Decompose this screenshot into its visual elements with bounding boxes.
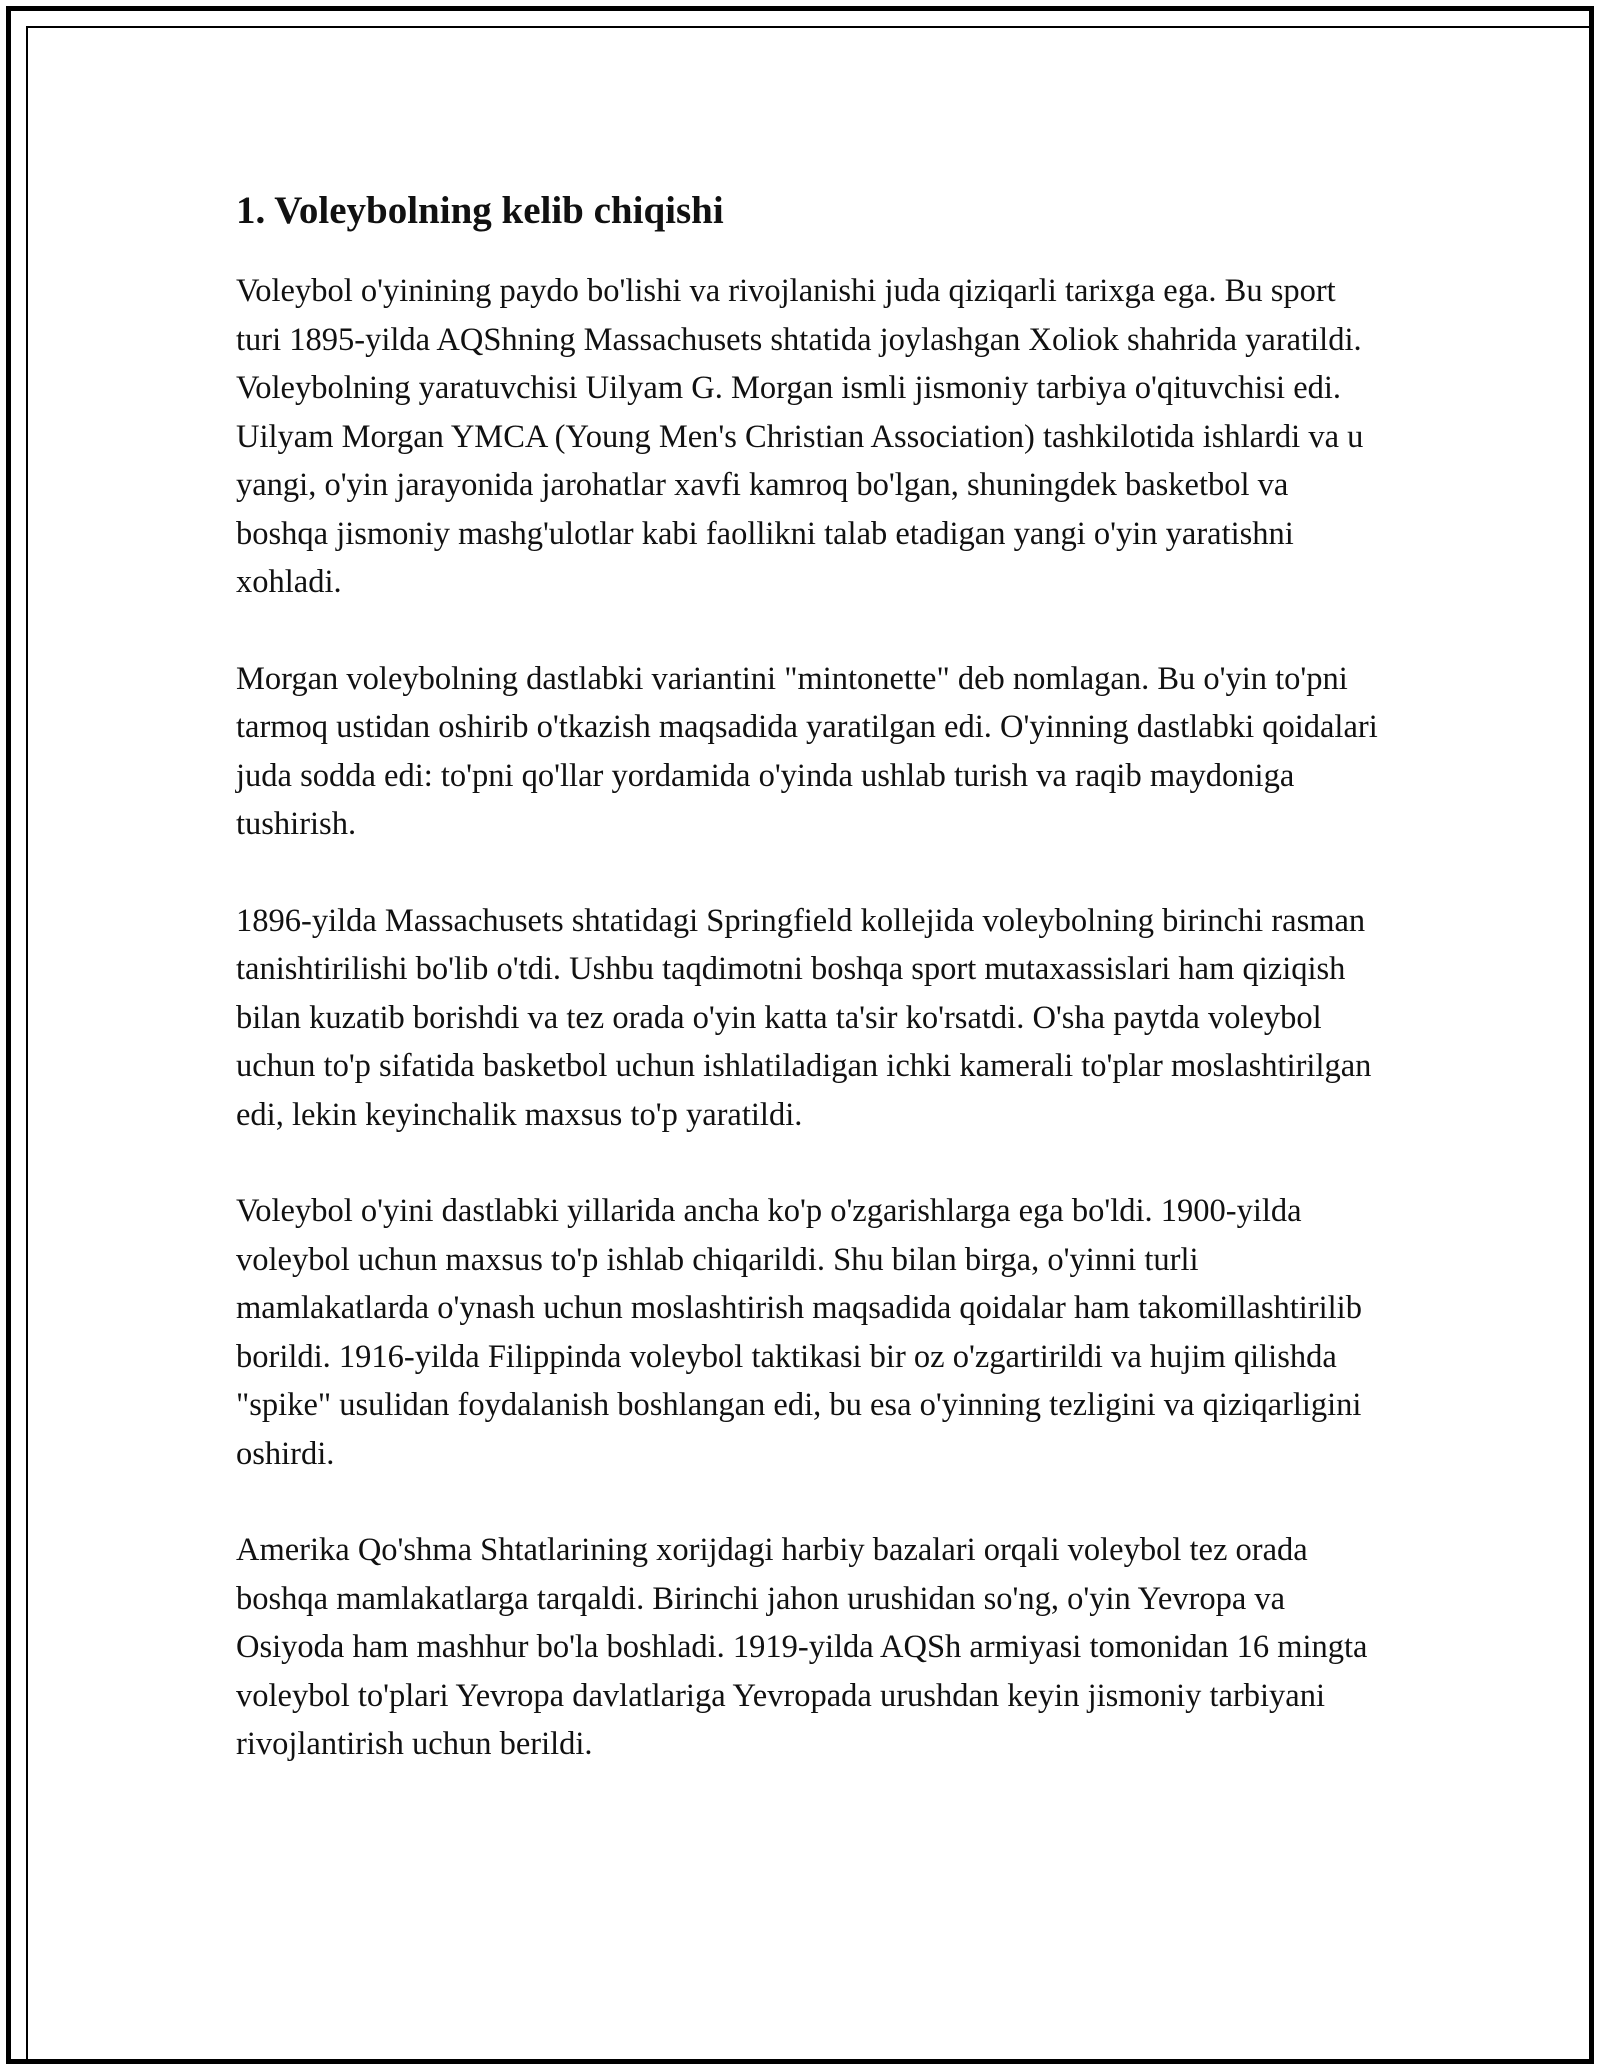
- document-body: [236, 185, 1386, 1817]
- paragraph-5: Amerika Qo'shma Shtatlarining xorijdagi harbiy bazalari orqali voleybol tez orada boshqa mamlakatlarga tarqaldi. Birinchi jahon urushidan so'ng, o'yin Yevropa va Osiyoda ham mashhur bo'la boshladi. 1919-yilda AQSh armiyasi tomonidan 16 mingta voleybol to'plari Yevropa davlatlariga Yevropada urushdan keyin jismoniy tarbiyani rivojlantirish uchun berildi.: [236, 1532, 1368, 1762]
- paragraph-2: Morgan voleybolning dastlabki variantini "mintonette" deb nomlagan. Bu o'yin to'pni tarmoq ustidan oshirib o'tkazish maqsadida yaratilgan edi. O'yinning dastlabki qoidalari juda sodda edi: to'pni qo'llar yordamida o'yinda ushlab turish va raqib maydoniga tushirish.: [236, 660, 1378, 842]
- paragraph-3: 1896-yilda Massachusets shtatidagi Springfield kollejida voleybolning birinchi rasman tanishtirilishi bo'lib o'tdi. Ushbu taqdimotni boshqa sport mutaxassislari ham qiziqish bilan kuzatib borishdi va tez orada o'yin katta ta'sir ko'rsatdi. O'sha paytda voleybol uchun to'p sifatida basketbol uchun ishlatiladigan ichki kamerali to'plar moslashtirilgan edi, lekin keyinchalik maxsus to'p yaratildi.: [236, 902, 1372, 1133]
- paragraph-4: Voleybol o'yini dastlabki yillarida ancha ko'p o'zgarishlarga ega bo'ldi. 1900-yilda voleybol uchun maxsus to'p ishlab chiqarildi. Shu bilan birga, o'yinni turli mamlakatlarda o'ynash uchun moslashtirish maqsadida qoidalar ham takomillashtirilib borildi. 1916-yilda Filippinda voleybol taktikasi bir oz o'zgartirildi va hujim qilishda "spike" usulidan foydalanish boshlangan edi, bu esa o'yinning tezligini va qiziqarligini oshirdi.: [236, 1193, 1362, 1472]
- section-heading: 1. Voleybolning kelib chiqishi: [236, 189, 724, 232]
- paragraph-1: Voleybol o'yinining paydo bo'lishi va rivojlanishi juda qiziqarli tarixga ega. Bu sport turi 1895-yilda AQShning Massachusets shtatida joylashgan Xoliok shahrida yaratildi. Voleybolning yaratuvchisi Uilyam G. Morgan ismli jismoniy tarbiya o'qituvchisi edi. Uilyam Morgan YMCA (Young Men's Christian Association) tashkilotida ishlardi va u yangi, o'yin jarayonida jarohatlar xavfi kamroq bo'lgan, shuningdek basketbol va boshqa jismoniy mashg'ulotlar kabi faollikni talab etadigan yangi o'yin yaratishni xohladi.: [236, 273, 1364, 600]
